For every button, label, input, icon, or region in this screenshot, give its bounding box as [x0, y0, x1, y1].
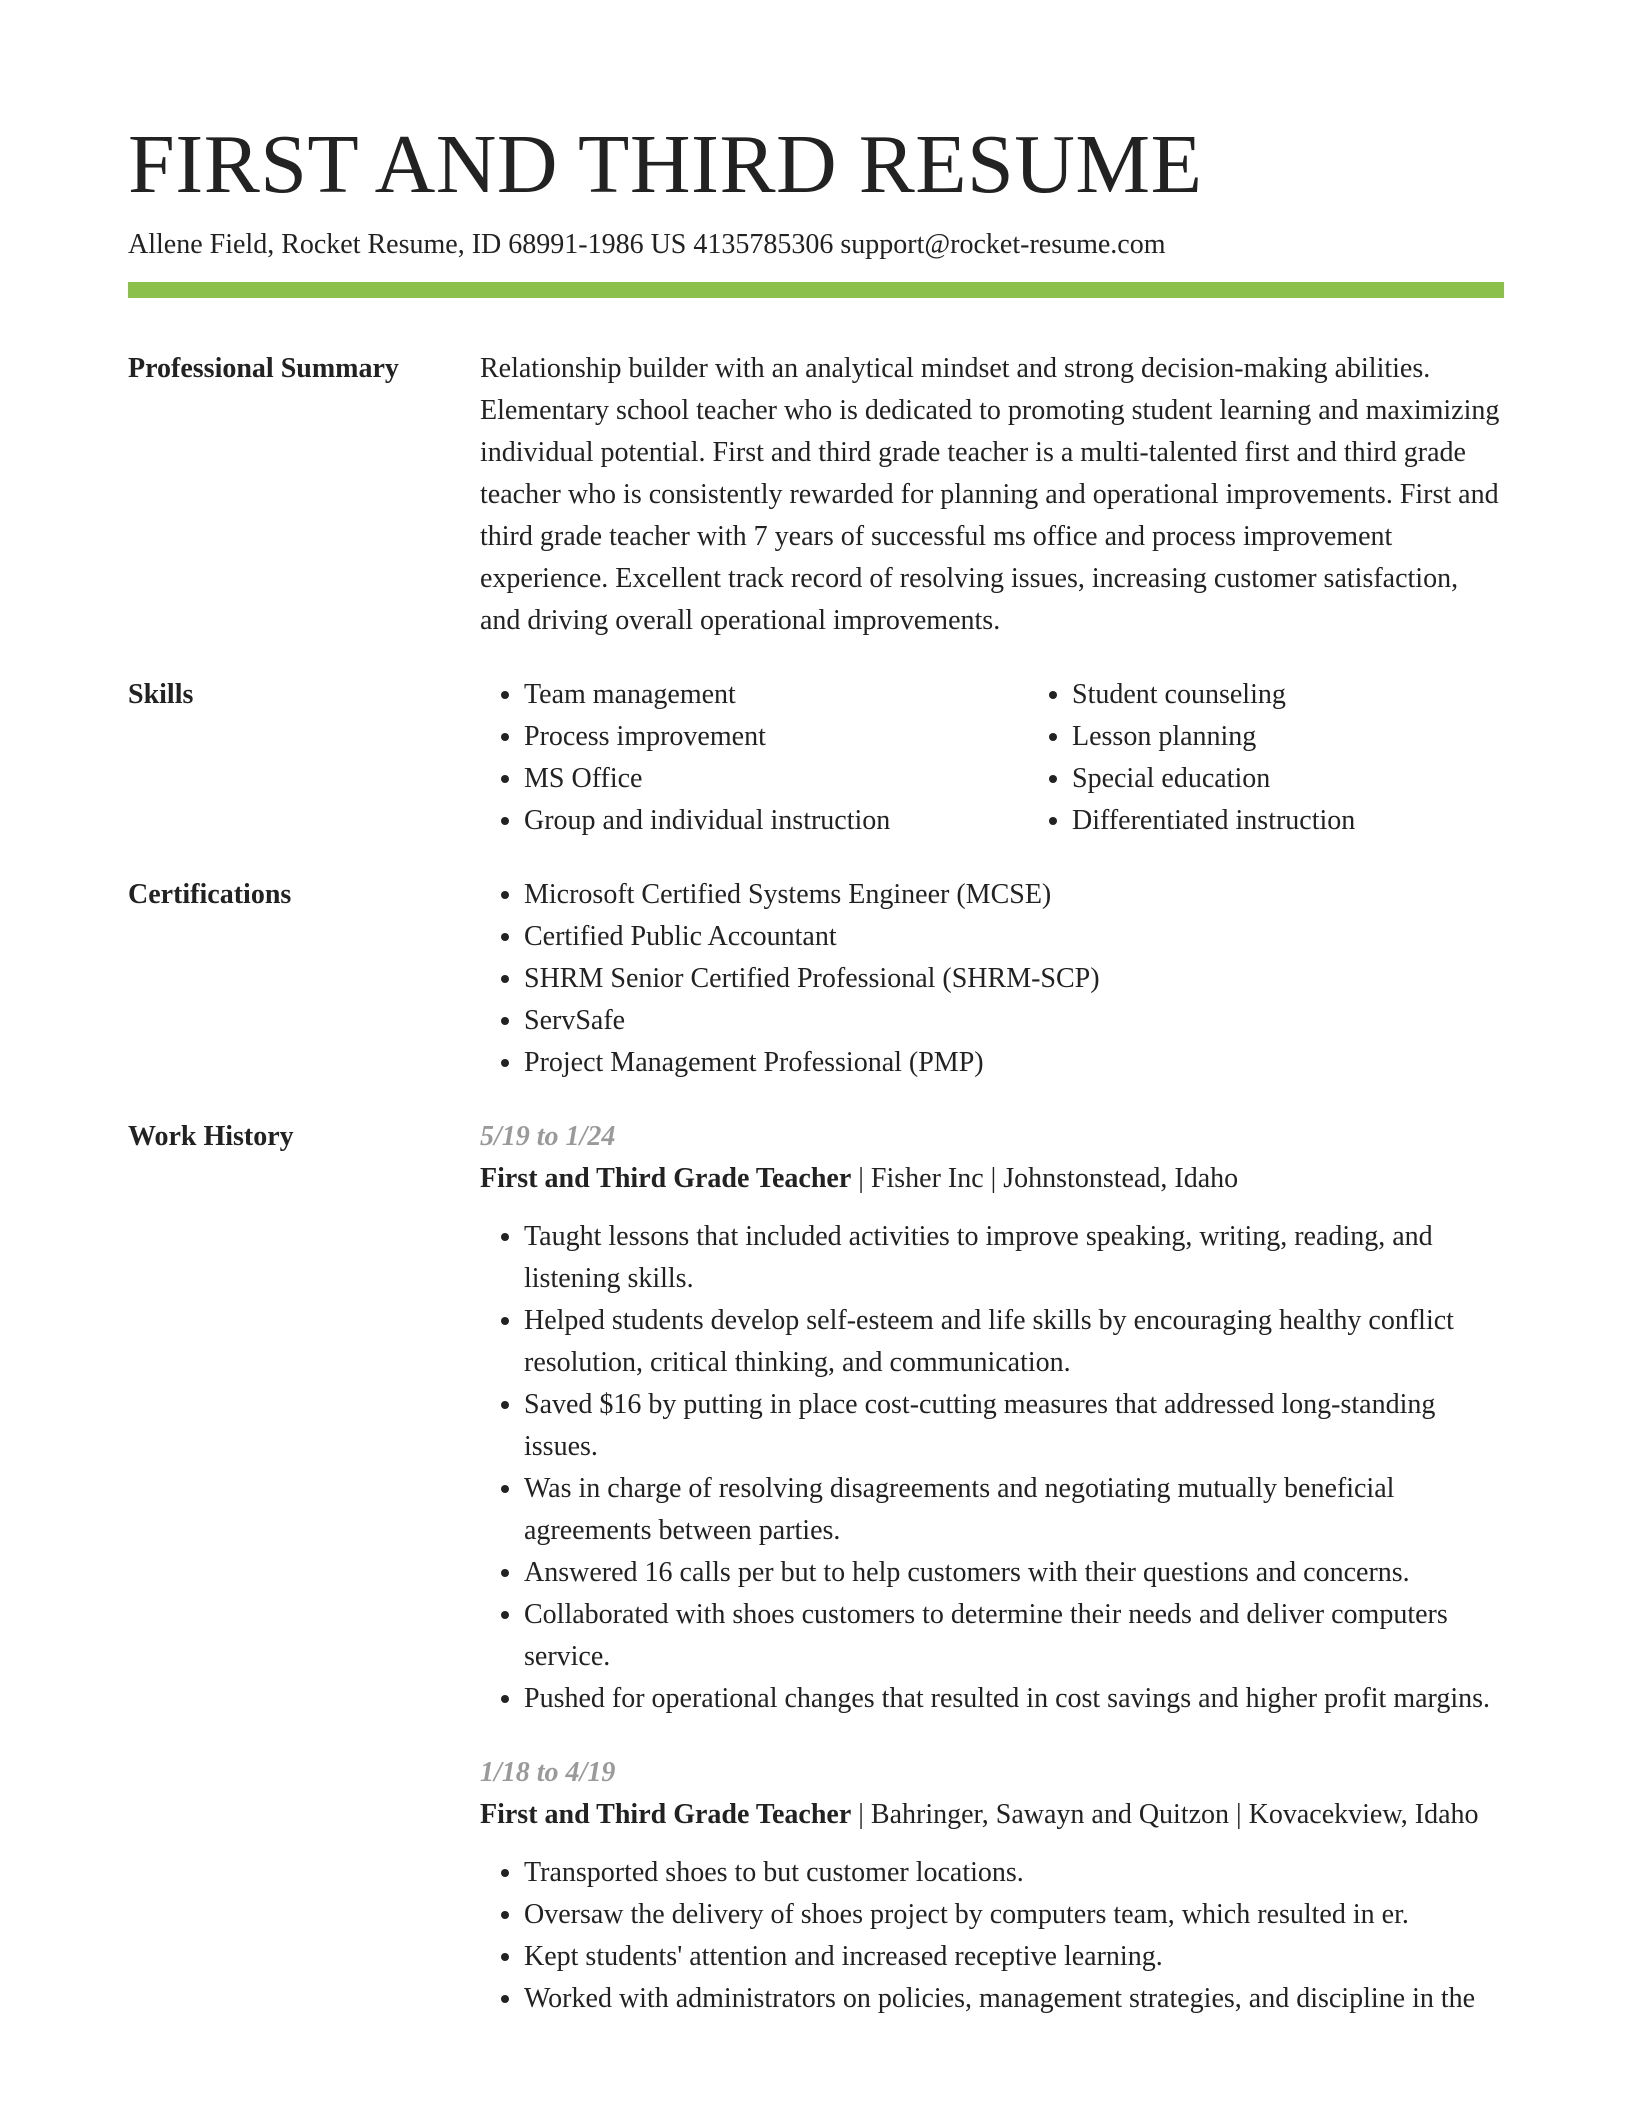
resume-page	[128, 0, 1504, 2020]
job-dates: 1/18 to 4/19	[480, 1756, 616, 1788]
job-bullet: • Saved $16 by putting in place cost-cutting measures that addressed long-standing issues.	[524, 1384, 1504, 1468]
job-bullet: • Transported shoes to but customer locations.	[524, 1852, 1504, 1894]
certifications-body	[480, 874, 1504, 1084]
skills-body	[480, 674, 1532, 842]
job-details: | Bahringer, Sawayn and Quitzon | Kovacekview, Idaho	[851, 1798, 1479, 1830]
contact-line: Allene Field, Rocket Resume, ID 68991-1986 US 4135785306 support@rocket-resume.com	[128, 229, 1166, 261]
summary-body	[480, 348, 1504, 642]
job-bullet: • Pushed for operational changes that resulted in cost savings and higher profit margins.	[524, 1678, 1504, 1720]
job-bullet: • Oversaw the delivery of shoes project by computers team, which resulted in er.	[524, 1894, 1504, 1936]
certification-item: • Certified Public Accountant	[524, 916, 1504, 958]
job-dates: 5/19 to 1/24	[480, 1120, 616, 1152]
skill-item: • MS Office	[524, 758, 984, 800]
skills-list-right	[1028, 674, 1532, 842]
certifications-list	[480, 874, 1504, 1084]
job-bullet: • Was in charge of resolving disagreements and negotiating mutually beneficial agreements between parties.	[524, 1468, 1504, 1552]
job-bullets	[480, 1216, 1504, 1720]
job-heading	[480, 1158, 1504, 1200]
job-entry	[480, 1752, 1504, 2020]
job-title: First and Third Grade Teacher	[480, 1798, 852, 1830]
work-history-body	[480, 1116, 1504, 2020]
certification-item: • Microsoft Certified Systems Engineer (MCSE)	[524, 874, 1504, 916]
skills-list-left	[480, 674, 984, 842]
job-bullet: • Worked with administrators on policies, management strategies, and discipline in the	[524, 1978, 1504, 2020]
job-bullet: • Collaborated with shoes customers to determine their needs and deliver computers service.	[524, 1594, 1504, 1678]
summary-text: Relationship builder with an analytical mindset and strong decision-making abilities. Elementary school teacher who is dedicated to promoting student learning and maximizing individual potential. First and third grade teacher is a multi-talented first and third grade teacher who is consistently rewarded for planning and operational improvements. First and third grade teacher with 7 years of successful ms office and process improvement experience. Excellent track record of resolving issues, increasing customer satisfaction, and driving overall operational improvements.	[480, 352, 1500, 636]
job-title: First and Third Grade Teacher	[480, 1162, 852, 1194]
accent-divider	[128, 282, 1504, 298]
section-label-skills: Skills	[128, 678, 194, 710]
job-bullet: • Taught lessons that included activities to improve speaking, writing, reading, and listening skills.	[524, 1216, 1504, 1300]
certification-item: • Project Management Professional (PMP)	[524, 1042, 1504, 1084]
job-heading	[480, 1794, 1504, 1836]
job-bullets	[480, 1852, 1504, 2020]
job-details: | Fisher Inc | Johnstonstead, Idaho	[851, 1162, 1239, 1194]
skill-item: • Differentiated instruction	[1072, 800, 1532, 842]
section-work-history	[128, 1116, 1504, 2020]
job-entry	[480, 1116, 1504, 1720]
skill-item: • Group and individual instruction	[524, 800, 984, 842]
certification-item: • ServSafe	[524, 1000, 1504, 1042]
section-label-certifications: Certifications	[128, 878, 292, 910]
resume-title: FIRST AND THIRD RESUME	[128, 118, 1203, 211]
section-label-summary: Professional Summary	[128, 352, 399, 384]
skill-item: • Special education	[1072, 758, 1532, 800]
section-skills	[128, 674, 1504, 842]
skill-item: • Student counseling	[1072, 674, 1532, 716]
certification-item: • SHRM Senior Certified Professional (SHRM-SCP)	[524, 958, 1504, 1000]
skill-item: • Team management	[524, 674, 984, 716]
job-bullet: • Helped students develop self-esteem and life skills by encouraging healthy conflict resolution, critical thinking, and communication.	[524, 1300, 1504, 1384]
skill-item: • Process improvement	[524, 716, 984, 758]
section-certifications	[128, 874, 1504, 1084]
skill-item: • Lesson planning	[1072, 716, 1532, 758]
section-label-work-history: Work History	[128, 1120, 294, 1152]
job-bullet: • Answered 16 calls per but to help customers with their questions and concerns.	[524, 1552, 1504, 1594]
section-professional-summary	[128, 348, 1504, 642]
job-bullet: • Kept students' attention and increased receptive learning.	[524, 1936, 1504, 1978]
